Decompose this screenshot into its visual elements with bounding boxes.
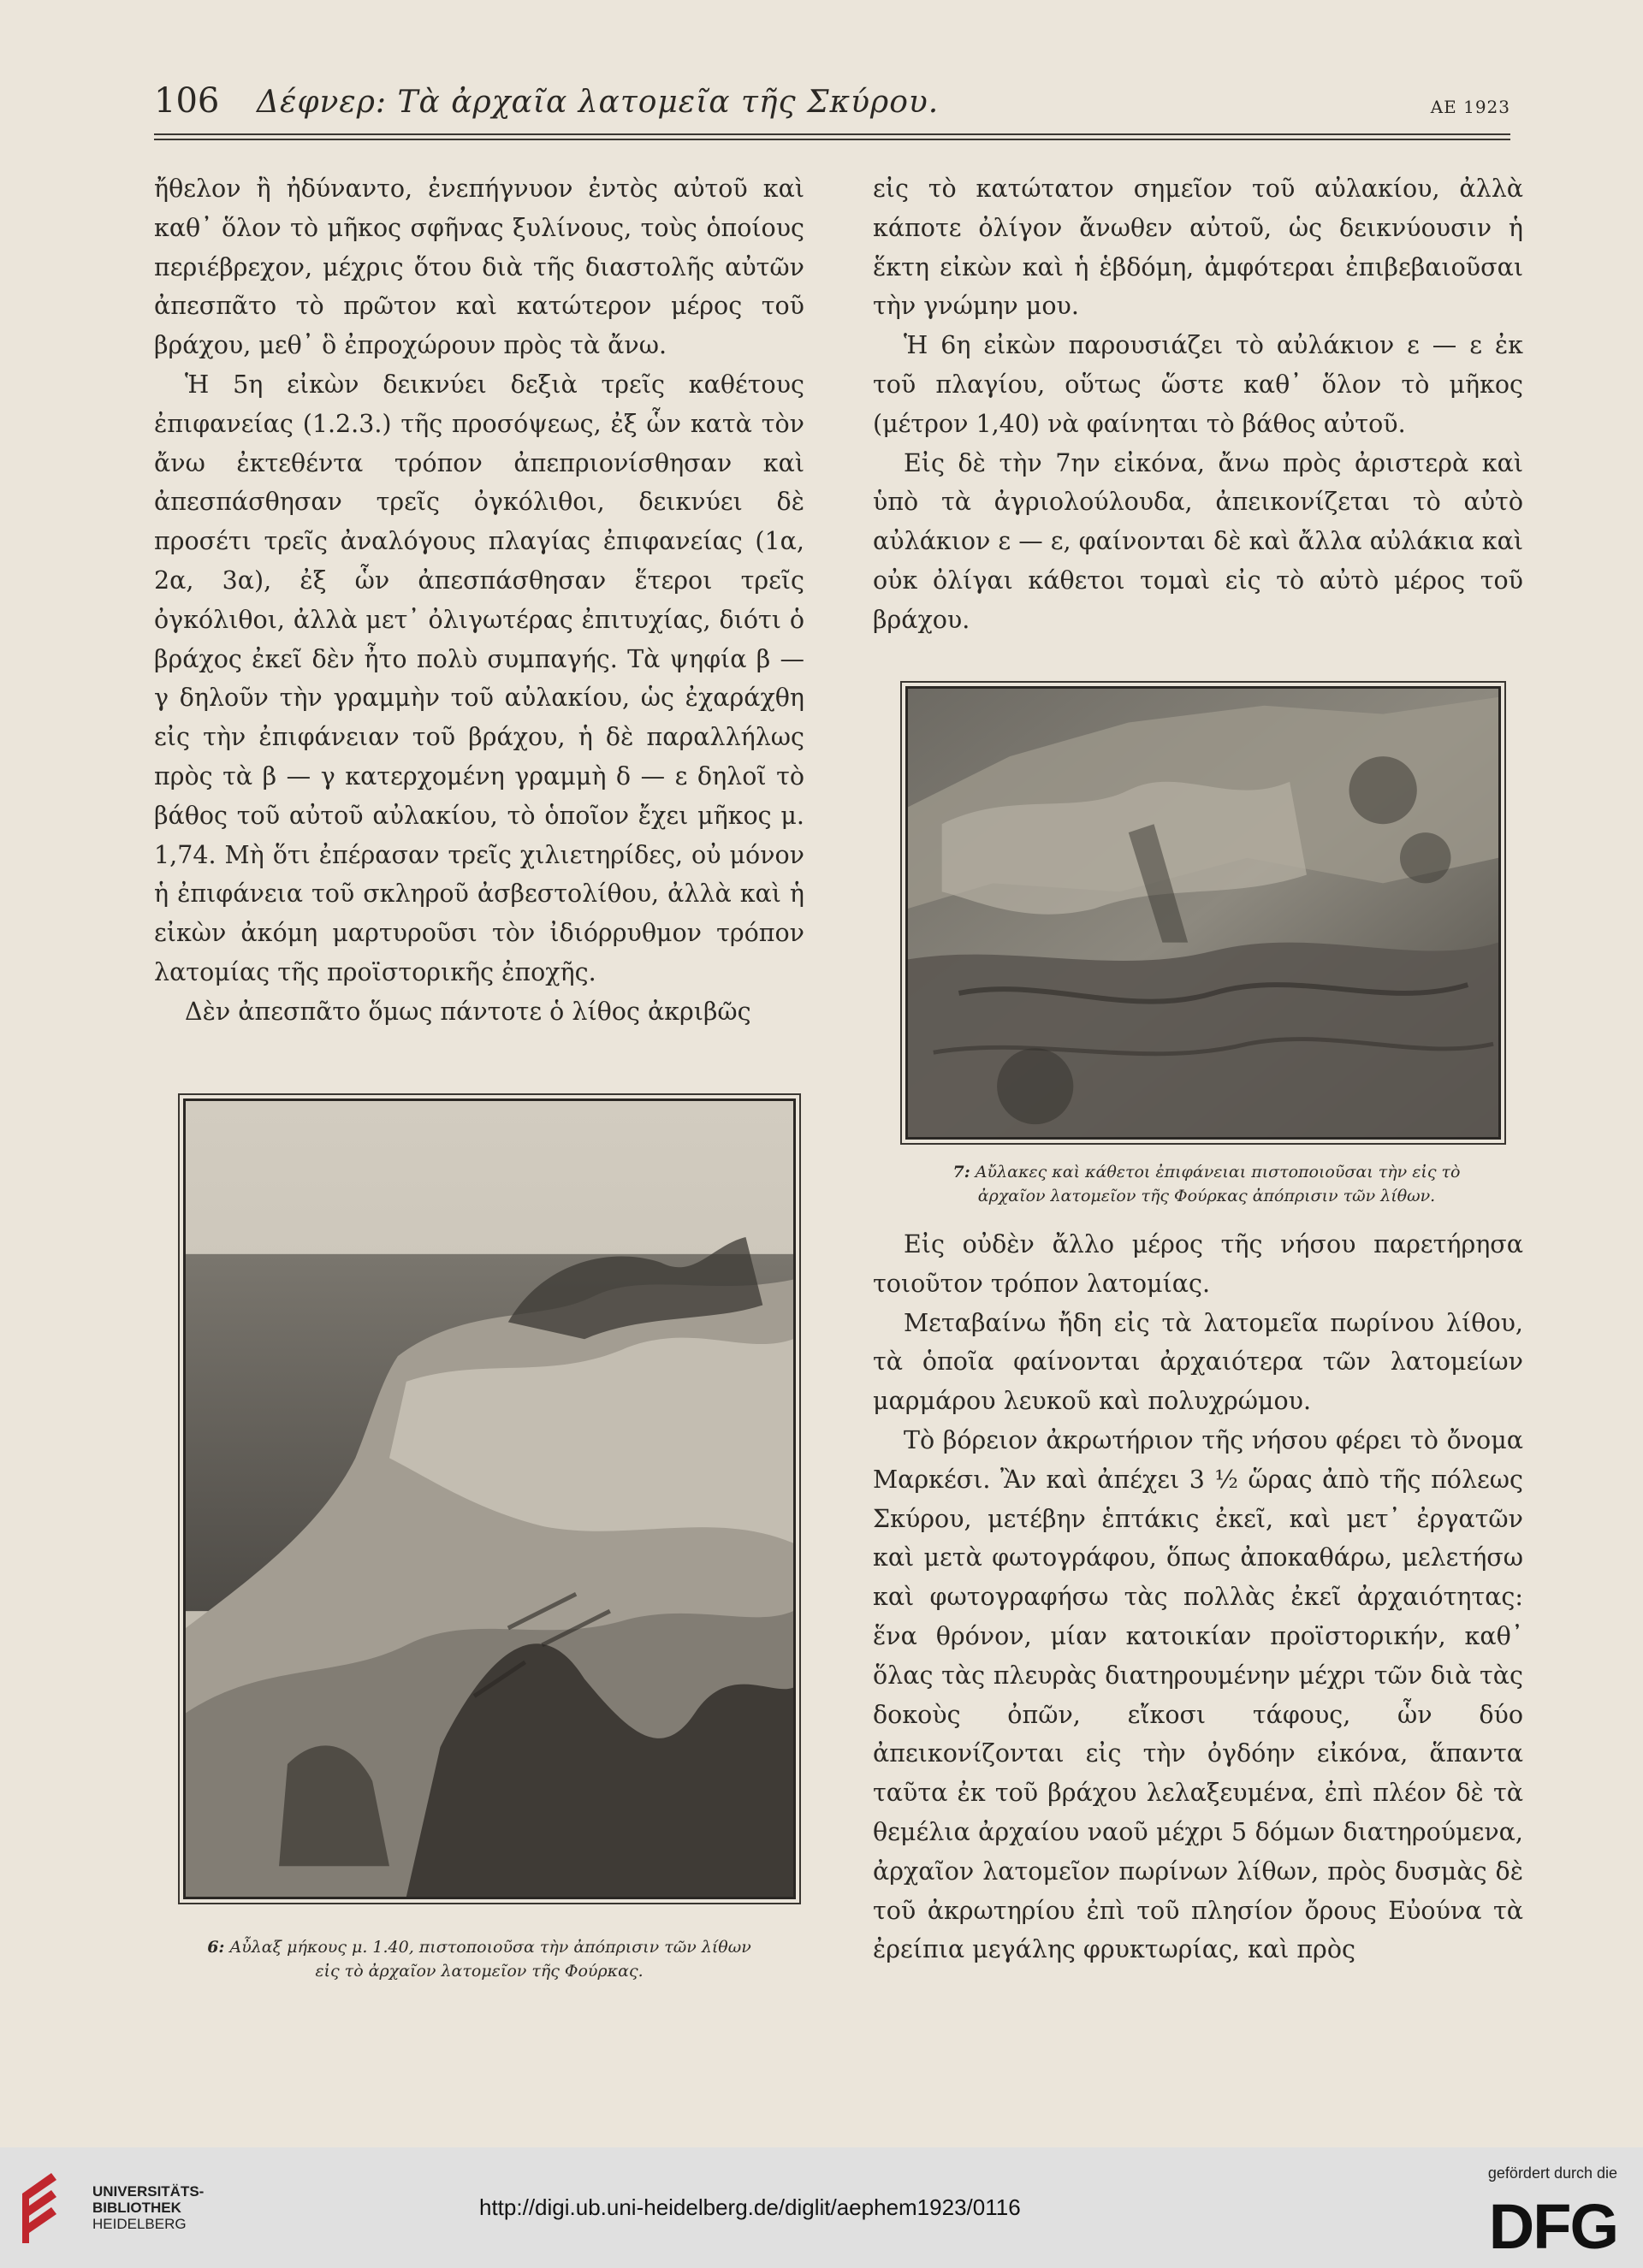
figure-6-photo: [183, 1098, 796, 1899]
source-url-link[interactable]: http://digi.ub.uni-heidelberg.de/diglit/aephem1923/0116: [479, 2194, 1021, 2220]
library-name: [92, 2183, 204, 2232]
journal-label: ΑΕ 1923: [1430, 97, 1510, 117]
funding-note: gefördert durch die: [1487, 2164, 1617, 2182]
figure-6-caption: [137, 1935, 822, 1983]
page-number: 106: [154, 81, 220, 121]
figure-6-caption-line-1: Αὖλαξ μήκους μ. 1.40, πιστοποιοῦσα τὴν ἀπόπρισιν τῶν λίθων: [229, 1938, 751, 1957]
figure-7-caption: [881, 1160, 1532, 1208]
running-title: Δέφνερ: Τὰ ἀρχαῖα λατομεῖα τῆς Σκύρου.: [257, 85, 940, 120]
right-paragraph-2: Ἡ 6η εἰκὼν παρουσιάζει τὸ αὐλάκιον ε — ε ἐκ τοῦ πλαγίου, οὕτως ὥστε καθ᾽ ὅλον τὸ μῆκος (μέτρον 1,40) νὰ φαίνηται τὸ βάθος αὐτοῦ.: [873, 331, 1523, 438]
left-paragraph-3: Δὲν ἀπεσπᾶτο ὅμως πάντοτε ὁ λίθος ἀκριβῶς: [185, 997, 751, 1026]
figure-7-number: 7:: [952, 1163, 970, 1181]
right-text-column-bottom: [873, 1225, 1523, 1969]
left-text-column: [154, 169, 804, 1032]
library-line-2: BIBLIOTHEK: [92, 2200, 181, 2216]
figure-7-caption-line-1: Αὔλακες καὶ κάθετοι ἐπιφάνειαι πιστοποιοῦσαι τὴν εἰς τὸ: [975, 1163, 1461, 1181]
right-text-column-top: [873, 169, 1523, 640]
left-paragraph-1: ἤθελον ἢ ἠδύναντο, ἐνεπήγνυον ἐντὸς αὐτοῦ καὶ καθ᾽ ὅλον τὸ μῆκος σφῆνας ξυλίνους, τοὺς ὁποίους περιέβρεχον, μέχρις ὅτου διὰ τῆς διαστολῆς αὐτῶν ἀπεσπᾶτο τὸ πρῶτον καὶ κατώτερον μέρος τοῦ βράχου, μεθ᾽ ὃ ἐπροχώρουν πρὸς τὰ ἄνω.: [154, 175, 804, 360]
right-paragraph-3: Εἰς δὲ τὴν 7ην εἰκόνα, ἄνω πρὸς ἀριστερὰ καὶ ὑπὸ τὰ ἀγριολούλουδα, ἀπεικονίζεται τὸ αὐτὸ αὐλάκιον ε — ε, φαίνονται δὲ καὶ ἄλλα αὐλάκια καὶ οὐκ ὀλίγαι κάθετοι τομαὶ εἰς τὸ αὐτὸ μέρος τοῦ βράχου.: [873, 448, 1523, 634]
right-paragraph-5: Μεταβαίνω ἤδη εἰς τὰ λατομεῖα πωρίνου λίθου, τὰ ὁποῖα φαίνονται ἀρχαιότερα τῶν λατομείων μαρμάρου λευκοῦ καὶ πολυχρώμου.: [873, 1308, 1523, 1416]
figure-6-number: 6:: [207, 1938, 225, 1957]
library-line-3: HEIDELBERG: [92, 2216, 187, 2232]
right-paragraph-4: Εἰς οὐδὲν ἄλλο μέρος τῆς νήσου παρετήρησα τοιοῦτον τρόπον λατομίας.: [873, 1230, 1523, 1298]
digitization-footer: [0, 2147, 1643, 2268]
header-rule-top: [154, 133, 1510, 135]
right-paragraph-1: εἰς τὸ κατώτατον σημεῖον τοῦ αὐλακίου, ἀλλὰ κάποτε ὀλίγον ἄνωθεν αὐτοῦ, ὡς δεικνύουσιν ἡ ἕκτη εἰκὼν καὶ ἡ ἑβδόμη, ἀμφότεραι ἐπιβεβαιοῦσαι τὴν γνώμην μου.: [873, 175, 1523, 321]
figure-7-photo: [905, 686, 1501, 1140]
running-header: [154, 81, 1510, 133]
dfg-logo: DFG: [1488, 2191, 1617, 2262]
header-rule-bottom: [154, 139, 1510, 140]
right-paragraph-6: Τὸ βόρειον ἀκρωτήριον τῆς νήσου φέρει τὸ ὄνομα Μαρκέσι. Ἂν καὶ ἀπέχει 3 ½ ὥρας ἀπὸ τῆς πόλεως Σκύρου, μετέβην ἑπτάκις ἐκεῖ, καὶ μετ᾽ ἐργατῶν καὶ μετὰ φωτογράφου, ὅπως ἀποκαθάρω, μελετήσω καὶ φωτογραφήσω τὰς πολλὰς ἐκεῖ ἀρχαιότητας: ἕνα θρόνον, μίαν κατοικίαν προϊστορικήν, καθ᾽ ὅλας τὰς πλευρὰς διατηρουμένην μέχρι τῶν διὰ τὰς δοκοὺς ὀπῶν, εἴκοσι τάφους, ὧν δύο ἀπεικονίζονται εἰς τὴν ὀγδόην εἰκόνα, ἅπαντα ταῦτα ἐκ τοῦ βράχου λελαξευμένα, ἐπὶ πλέον δὲ τὰ θεμέλια ἀρχαίου ναοῦ μέχρι 5 δόμων διατηρούμενα, ἀρχαῖον λατομεῖον πωρίνων λίθων, πρὸς δυσμὰς δὲ τοῦ ἀκρωτηρίου ἐπὶ τοῦ πλησίον ὄρους Εὐούνα τὰ ἐρείπια μεγάλης φρυκτωρίας, καὶ πρὸς: [873, 1425, 1523, 1964]
library-line-1: UNIVERSITÄTS-: [92, 2183, 205, 2200]
figure-7-caption-line-2: ἀρχαῖον λατομεῖον τῆς Φούρκας ἀπόπρισιν τῶν λίθων.: [977, 1187, 1436, 1205]
figure-6-caption-line-2: εἰς τὸ ἀρχαῖον λατομεῖον τῆς Φούρκας.: [315, 1962, 644, 1981]
left-paragraph-2: Ἡ 5η εἰκὼν δεικνύει δεξιὰ τρεῖς καθέτους ἐπιφανείας (1.2.3.) τῆς προσόψεως, ἐξ ὧν κατὰ τὸν ἄνω ἐκτεθέντα τρόπον ἀπεπριονίσθησαν καὶ ἀπεσπάσθησαν τρεῖς ὀγκόλιθοι, δεικνύει δὲ προσέτι τρεῖς ἀναλόγους πλαγίας ἐπιφανείας (1α, 2α, 3α), ἐξ ὧν ἀπεσπάσθησαν ἕτεροι τρεῖς ὀγκόλιθοι, ἀλλὰ μετ᾽ ὀλιγωτέρας ἐπιτυχίας, διότι ὁ βράχος ἐκεῖ δὲν ἦτο πολὺ συμπαγής. Τὰ ψηφία β — γ δηλοῦν τὴν γραμμὴν τοῦ αὐλακίου, ὡς ἐχαράχθη εἰς τὴν ἐπιφάνειαν τοῦ βράχου, ἡ δὲ παραλλήλως πρὸς τὰ β — γ κατερχομένη γραμμὴ δ — ε δηλοῖ τὸ βάθος τοῦ αὐτοῦ αὐλακίου, τὸ ὁποῖον ἔχει μῆκος μ. 1,74. Μὴ ὅτι ἐπέρασαν τρεῖς χιλιετηρίδες, οὐ μόνον ἡ ἐπιφάνεια τοῦ σκληροῦ ἀσβεστολίθου, ἀλλὰ καὶ ἡ εἰκὼν ἀκόμη μαρτυροῦσι τὸν ἰδιόρρυθμον τρόπον λατομίας τῆς προϊστορικῆς ἐποχῆς.: [154, 370, 804, 986]
university-library-logo-icon: [17, 2168, 80, 2248]
